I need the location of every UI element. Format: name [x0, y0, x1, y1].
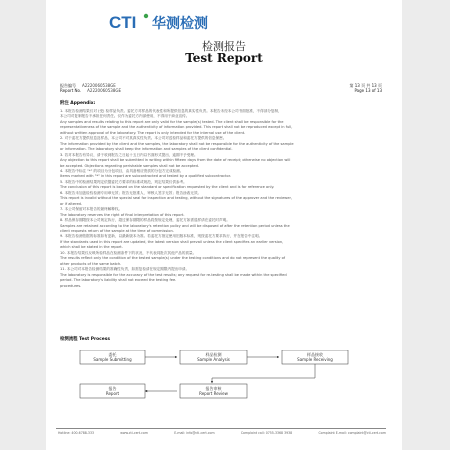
appendix-line: 1. 本报告检测结果仅对 (受) 检样品负责。委托方对样品的代表性和所提供信息的真实性负责。本报告未经本公司书面批准，不得部分复制， [60, 109, 282, 113]
step-analysis-label-cn: 样品检测 [205, 352, 222, 357]
step-submitting-label-cn: 委托 [108, 352, 117, 357]
appendix-line: The conclusion of this report is based on the standard or specification requested by the client and is for reference only. [60, 185, 275, 190]
appendix-line: without written approval of the laboratory. The report is only intended for the internal use of the client. [60, 130, 246, 135]
appendix-line: procedures. [60, 283, 82, 288]
appendix-line: 7. 本公司保留对本报告的最终解释权。 [60, 207, 123, 212]
process-heading: 检测流程 Test Process [60, 337, 110, 342]
logo-dot [144, 14, 148, 18]
page-number-block [349, 83, 382, 94]
appendix-heading: 附注 Appendix: [60, 101, 96, 106]
step-submitting-label-en: Sample Submitting [93, 357, 132, 362]
report-no-label-cn: 报告编号 [60, 83, 76, 88]
appendix-line: or information. The laboratory shall keep the information and samples of the client confidential. [60, 147, 233, 152]
appendix-line: 11. 本公司对本报告检测结果的准确性负责，如需复检请在规定期限内提出申请。 [60, 267, 190, 272]
cti-logo-mark [109, 13, 349, 31]
appendix-line: 4. 本报告中标注 "*" 的项目为分包项目，由具备相应资质的分包方完成检测。 [60, 168, 184, 173]
appendix-line: which shall be stated in the report. [60, 245, 123, 250]
appendix-line: 9. 本报告检测依据的标准如有更新，以最新版本为准。若委托方指定使用旧版本标准，则按委托方要求执行，并在报告中注明。 [60, 234, 263, 239]
appendix-line: 2. 对于委托方提供信息及样品，本公司不对其真实性负责。本公司对送检样品和委托方提供的信息保密。 [60, 136, 227, 141]
report-title-en: Test Report [185, 51, 263, 65]
step-analysis-label-en: Sample Analysis [197, 357, 230, 362]
appendix-line: or if altered. [60, 201, 83, 206]
appendix-line: Items marked with "*" in this report are subcontracted and tested by a qualified subcontractor. [60, 174, 231, 179]
appendix-line: 6. 本报告未加盖检验检测专用章无效；报告无批准人、审核人签字无效；报告涂改无效。 [60, 190, 202, 195]
step-receiving-label-cn: 样品接收 [307, 352, 323, 357]
appendix-line: The laboratory is responsible for the accuracy of the test results; any request for re-testing shall be made within the specified [60, 272, 287, 277]
report-page [46, 0, 402, 450]
step-report-label-en: Report [105, 391, 120, 396]
appendix-line: be accepted. Objections regarding perishable samples shall not be accepted. [60, 163, 200, 168]
step-analysis-box [180, 350, 247, 364]
footer-complaint-email: Complaint E-mail: complaint@cti-cert.com [318, 431, 386, 435]
step-receiving-label-en: Sample Receiving [297, 357, 333, 362]
cti-logo [109, 13, 349, 31]
process-flowchart [60, 350, 390, 410]
page-number-cn: 第 13 页 共 13 页 [349, 83, 382, 88]
report-no-value-cn: A2220060538GE [82, 83, 116, 88]
appendix-text [60, 109, 382, 289]
footer-hotline: Hotline: 400-6788-333 [58, 431, 95, 435]
appendix-line: 8. 样品保存期限按本公司规定执行，超过保存期限的样品将按规定处理，委托方如需退样请在委托时声明。 [60, 218, 230, 223]
appendix-line: representativeness of the sample and the authenticity of information provided. This report shall not be reproduced except in full, [60, 125, 293, 130]
step-review-label-cn: 报告审核 [205, 386, 222, 391]
page-number-en: Page 13 of 13 [354, 88, 382, 94]
report-no-value-en: A2220060538GE [87, 88, 121, 94]
footer [58, 431, 386, 435]
appendix-line: Any samples and results relating to this report are only valid for the sample(s) tested. The client shall be responsible for the [60, 119, 284, 124]
appendix-line: 5. 本报告中的检测结果判定依据委托方要求的标准或规范，判定结果仅供参考。 [60, 179, 187, 184]
appendix-line: other products of the same batch. [60, 261, 122, 266]
report-number-block [60, 83, 121, 94]
footer-divider [56, 428, 386, 429]
appendix-line: This report is invalid without the special seal for inspection and testing, without the signatures of the approver and the reviewer, [60, 196, 293, 201]
appendix-line: If the standards used in this report are updated, the latest version shall prevail unless the client specifies an earlier version, [60, 239, 284, 244]
footer-website: www.cti-cert.com [120, 431, 148, 435]
arrow-receiving-to-review [212, 364, 315, 383]
step-review-label-en: Report Review [199, 391, 228, 396]
footer-email: E-mail: info@cti-cert.com [174, 431, 215, 435]
step-submitting-box [80, 350, 145, 364]
step-review-box [180, 384, 247, 398]
appendix-line: The results reflect only the condition of the tested sample(s) under the testing conditions and do not represent the quality of [60, 256, 286, 261]
appendix-line: The laboratory reserves the right of final interpretation of this report. [60, 212, 185, 217]
appendix-line: 3. 若对本报告有异议，请于收到报告之日起十五日内以书面形式提出，逾期不予受理。 [60, 152, 198, 157]
appendix-line: client requests return of the sample at the time of commission. [60, 228, 174, 233]
appendix-line: period. The laboratory's liability shall not exceed the testing fee. [60, 278, 177, 283]
report-no-label-en: Report No. [60, 88, 82, 94]
footer-complaint-call: Complaint call: 0755-3368 3938 [240, 431, 293, 435]
logo-cn-text: 华测检测 [152, 16, 208, 31]
step-report-box [80, 384, 145, 398]
appendix-line: Samples are retained according to the laboratory's retention policy and will be disposed of after the retention period unless the [60, 223, 290, 228]
appendix-line: Any objection to this report shall be submitted in writing within fifteen days from the date of receipt; otherwise no objection will [60, 158, 291, 163]
step-report-label-cn: 报告 [108, 386, 117, 391]
step-receiving-box [282, 350, 348, 364]
appendix-line: 本公司对复制报告不承担任何责任。仅作为委托方内部使用，不得用于商业宣传。 [60, 114, 190, 119]
logo-latin-text: CTI [109, 13, 137, 31]
appendix-line: 10. 本报告结果仅反映所检样品在检测条件下的状况，不代表同批次其他产品的质量。 [60, 250, 197, 255]
appendix-line: The information provided by the client and the samples, the laboratory shall not be responsible for the authenticity of the sample [60, 141, 294, 146]
report-title-cn: 检测报告 [202, 40, 246, 53]
